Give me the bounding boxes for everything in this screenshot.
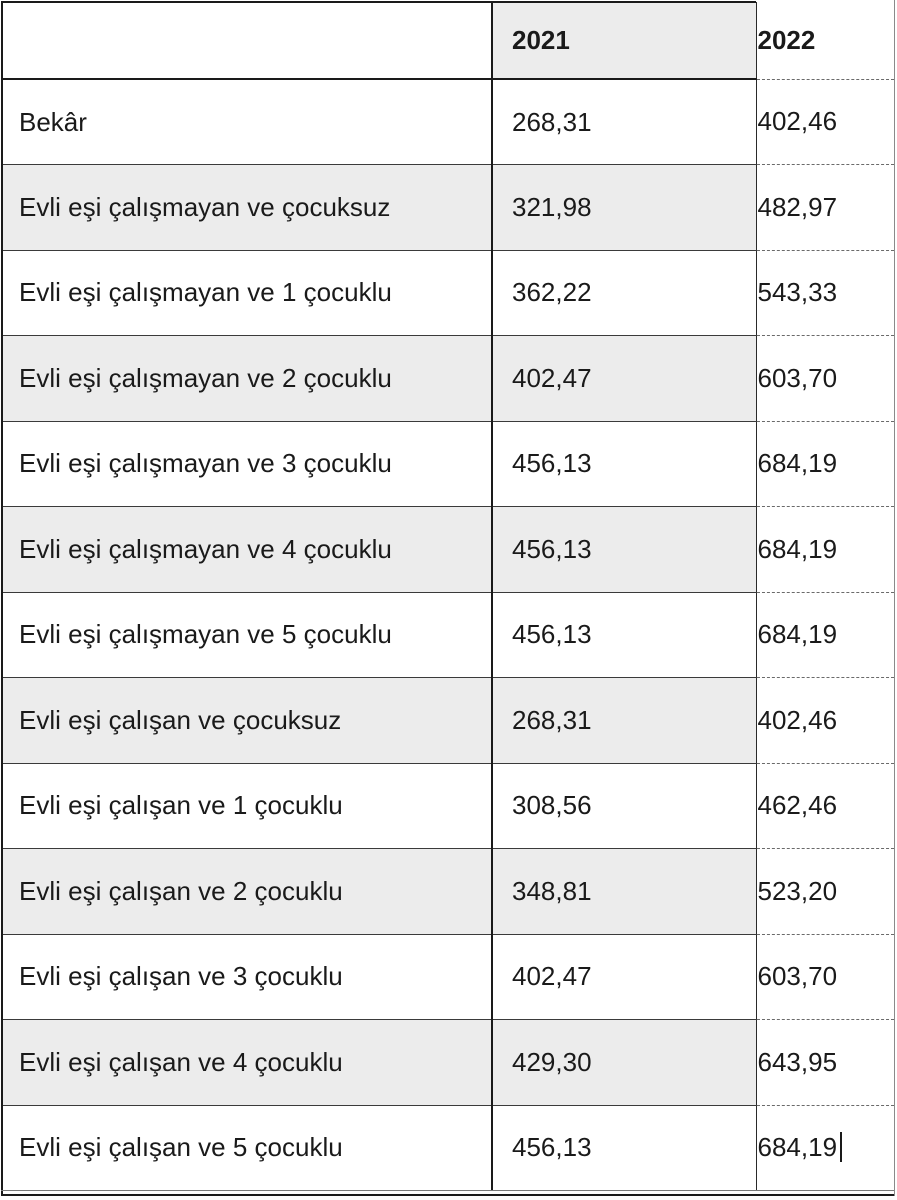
value-2021: 268,31 <box>492 79 756 165</box>
table-row <box>2 1105 894 1191</box>
outer-border-left <box>1 1 3 1196</box>
header-2022: 2022 <box>756 2 894 79</box>
table-row <box>2 250 894 336</box>
value-2021: 308,56 <box>492 763 756 849</box>
value-2021: 456,13 <box>492 421 756 507</box>
value-2022[interactable]: 603,70 <box>756 934 894 1020</box>
value-2021: 362,22 <box>492 250 756 336</box>
row-label: Evli eşi çalışan ve 5 çocuklu <box>2 1105 492 1191</box>
value-2021: 348,81 <box>492 849 756 935</box>
table-row <box>2 849 894 935</box>
row-label: Evli eşi çalışmayan ve çocuksuz <box>2 165 492 251</box>
text-cursor <box>840 1132 842 1162</box>
value-2022[interactable]: 684,19 <box>756 421 894 507</box>
table-row <box>2 79 894 165</box>
value-2022[interactable]: 643,95 <box>756 1020 894 1106</box>
value-2021: 429,30 <box>492 1020 756 1106</box>
header-2021: 2021 <box>492 2 756 79</box>
row-label: Evli eşi çalışan ve çocuksuz <box>2 678 492 764</box>
row-label: Evli eşi çalışan ve 2 çocuklu <box>2 849 492 935</box>
table-row <box>2 1020 894 1106</box>
table-row <box>2 336 894 422</box>
value-2021: 456,13 <box>492 507 756 593</box>
header-row <box>2 2 894 79</box>
table-row <box>2 507 894 593</box>
value-2022[interactable]: 523,20 <box>756 849 894 935</box>
table-row <box>2 421 894 507</box>
row-label: Bekâr <box>2 79 492 165</box>
value-2021: 268,31 <box>492 678 756 764</box>
value-2021: 402,47 <box>492 934 756 1020</box>
value-2022[interactable]: 603,70 <box>756 336 894 422</box>
outer-border-bottom <box>1 1194 895 1196</box>
row-label: Evli eşi çalışan ve 1 çocuklu <box>2 763 492 849</box>
value-2022-editing[interactable] <box>756 1105 894 1191</box>
header-label-cell <box>2 2 492 79</box>
table-row <box>2 592 894 678</box>
table-row <box>2 763 894 849</box>
value-2021: 321,98 <box>492 165 756 251</box>
row-label: Evli eşi çalışan ve 4 çocuklu <box>2 1020 492 1106</box>
table-row <box>2 934 894 1020</box>
row-label: Evli eşi çalışmayan ve 4 çocuklu <box>2 507 492 593</box>
value-2022[interactable]: 462,46 <box>756 763 894 849</box>
row-label: Evli eşi çalışmayan ve 3 çocuklu <box>2 421 492 507</box>
row-label: Evli eşi çalışan ve 3 çocuklu <box>2 934 492 1020</box>
value-2022[interactable]: 402,46 <box>756 678 894 764</box>
outer-border-top <box>1 1 756 3</box>
row-label: Evli eşi çalışmayan ve 2 çocuklu <box>2 336 492 422</box>
value-2022[interactable]: 543,33 <box>756 250 894 336</box>
outer-border-bottom-inner <box>1 1190 895 1191</box>
value-2021: 456,13 <box>492 592 756 678</box>
value-2022[interactable]: 684,19 <box>756 592 894 678</box>
value-2021: 402,47 <box>492 336 756 422</box>
row-label: Evli eşi çalışmayan ve 5 çocuklu <box>2 592 492 678</box>
value-2021: 456,13 <box>492 1105 756 1191</box>
value-2022-text: 684,19 <box>757 1131 838 1162</box>
value-2022[interactable]: 402,46 <box>756 79 894 165</box>
outer-border-right <box>894 0 895 1196</box>
value-2022[interactable]: 684,19 <box>756 507 894 593</box>
table-row <box>2 165 894 251</box>
row-label: Evli eşi çalışmayan ve 1 çocuklu <box>2 250 492 336</box>
table-row <box>2 678 894 764</box>
value-2022[interactable]: 482,97 <box>756 165 894 251</box>
allowance-table <box>2 2 894 1191</box>
